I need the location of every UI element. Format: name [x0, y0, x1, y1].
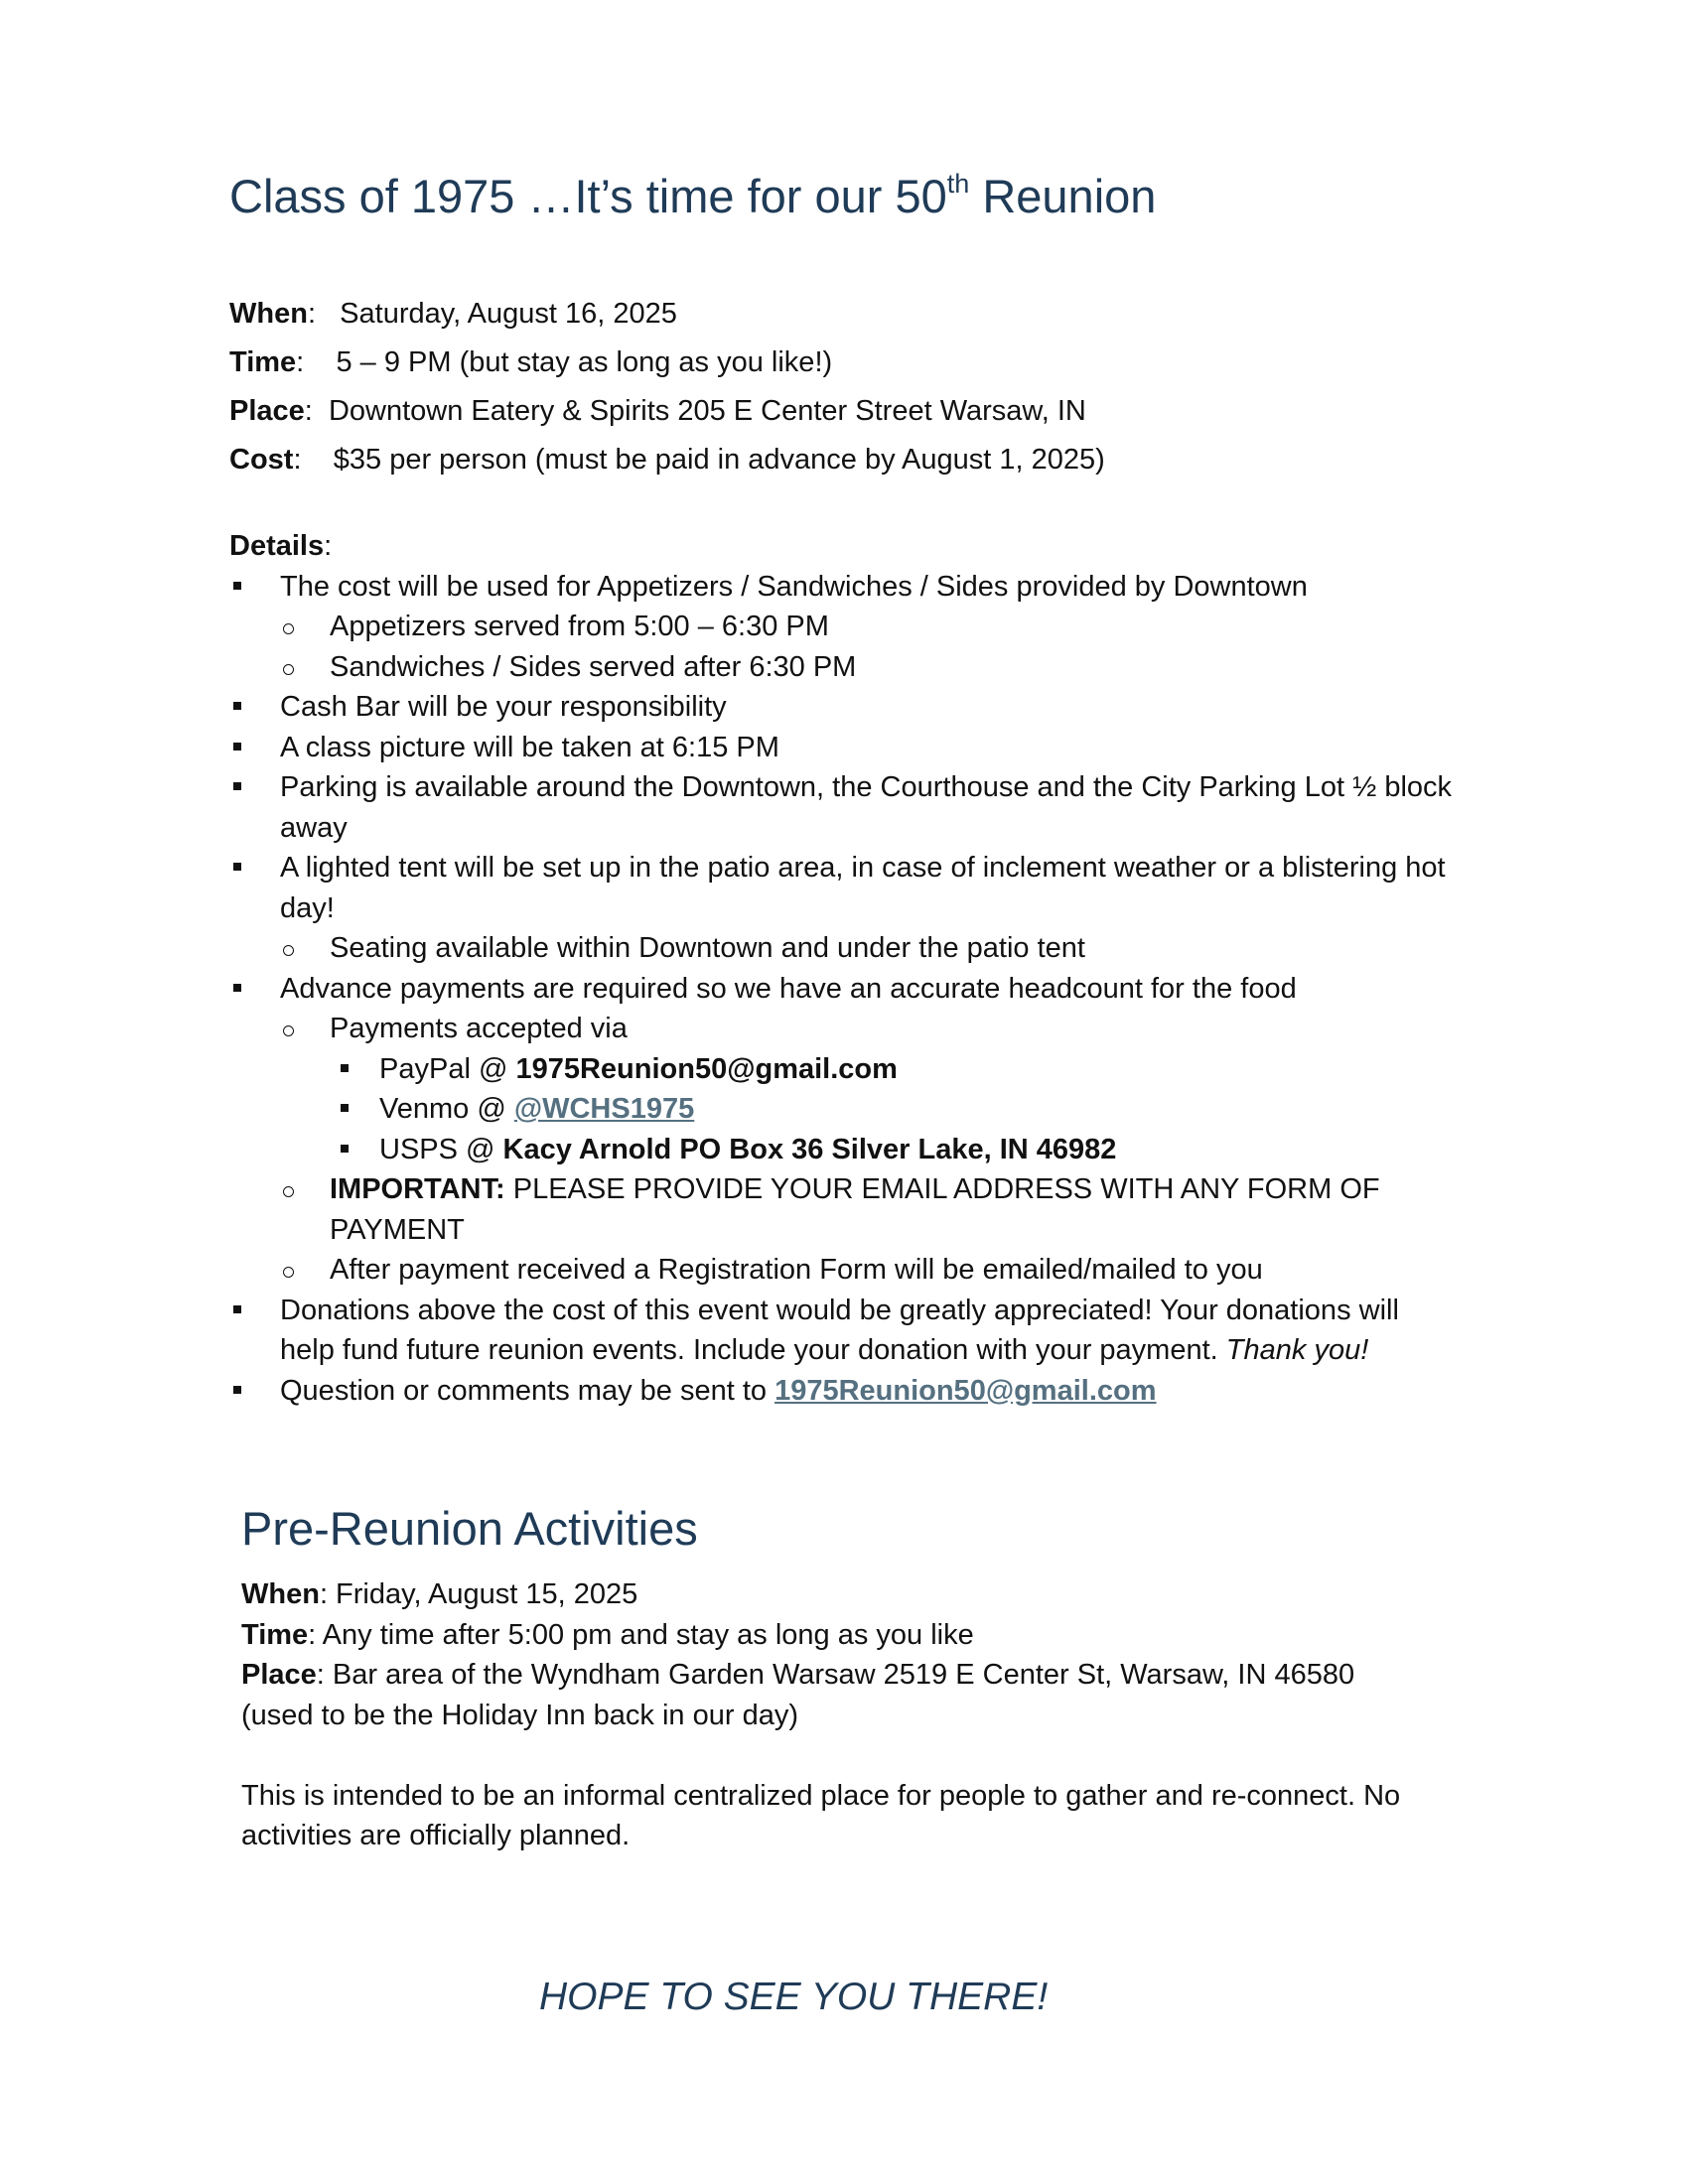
- payment-methods-list: [330, 1049, 1461, 1170]
- list-item-advance-payments: [229, 969, 1461, 1291]
- event-cost-label: Cost: [229, 444, 294, 476]
- list-item-cost-use: [229, 567, 1461, 688]
- list-item-questions: [229, 1371, 1461, 1412]
- event-when-label: When: [229, 298, 308, 330]
- list-item-seating: Seating available within Downtown and under the patio tent: [280, 928, 1461, 969]
- pre-place-value: : Bar area of the Wyndham Garden Warsaw 2519 E Center St, Warsaw, IN 46580 (used to be the Holiday Inn back in our day): [241, 1659, 1355, 1731]
- pre-when-label: When: [241, 1578, 320, 1610]
- list-item-cash-bar: Cash Bar will be your responsibility: [229, 687, 1461, 728]
- list-item-donations: [229, 1291, 1461, 1371]
- list-item-usps: [330, 1130, 1461, 1170]
- tent-sublist: [280, 928, 1461, 969]
- event-time-label: Time: [229, 346, 297, 378]
- payment-sublist: [280, 1009, 1461, 1291]
- event-when-row: When: Saturday, August 16, 2025: [229, 298, 677, 330]
- title-suffix: Reunion: [969, 170, 1157, 222]
- page-title: [229, 169, 1156, 224]
- event-cost-value: $35 per person (must be paid in advance by August 1, 2025): [333, 444, 1105, 476]
- event-time-row: Time: 5 – 9 PM (but stay as long as you like!): [229, 346, 833, 378]
- title-text: Class of 1975 …It’s time for our 50: [229, 170, 947, 222]
- venmo-label: Venmo @: [379, 1093, 514, 1125]
- thank-you-text: Thank you!: [1225, 1334, 1369, 1366]
- event-when-value: Saturday, August 16, 2025: [340, 298, 677, 330]
- list-item-sandwiches: Sandwiches / Sides served after 6:30 PM: [280, 647, 1461, 688]
- usps-label: USPS @: [379, 1133, 503, 1165]
- tent-text: A lighted tent will be set up in the patio area, in case of inclement weather or a blistering hot day!: [280, 852, 1446, 924]
- questions-text: Question or comments may be sent to: [280, 1374, 775, 1407]
- pre-reunion-title: Pre-Reunion Activities: [241, 1502, 698, 1555]
- pre-time-label: Time: [241, 1618, 309, 1651]
- paypal-email: 1975Reunion50@gmail.com: [515, 1052, 898, 1085]
- pre-reunion-when: [241, 1574, 1433, 1615]
- list-item-payments-accepted: [280, 1009, 1461, 1169]
- cost-use-text: The cost will be used for Appetizers / Sandwiches / Sides provided by Downtown: [280, 570, 1308, 603]
- donations-text: Donations above the cost of this event would be greatly appreciated! Your donations will help fund future reunion events. Include your donation with your payment.: [280, 1294, 1399, 1366]
- list-item-after-payment: After payment received a Registration Form will be emailed/mailed to you: [280, 1250, 1461, 1291]
- questions-email-link[interactable]: 1975Reunion50@gmail.com: [774, 1374, 1157, 1407]
- event-info: [229, 290, 1105, 484]
- list-item-important: [280, 1169, 1461, 1250]
- details-heading: Details:: [229, 530, 333, 562]
- event-place-row: Place: Downtown Eatery & Spirits 205 E Center Street Warsaw, IN: [229, 395, 1086, 427]
- pre-reunion-time: [241, 1615, 1433, 1656]
- list-item-venmo: [330, 1089, 1461, 1130]
- details-section: [229, 526, 1461, 1411]
- important-label: IMPORTANT:: [330, 1173, 505, 1205]
- closing-message: HOPE TO SEE YOU THERE!: [539, 1976, 1049, 2018]
- list-item-paypal: [330, 1049, 1461, 1090]
- pre-place-label: Place: [241, 1659, 317, 1691]
- payments-accepted-text: Payments accepted via: [330, 1013, 628, 1044]
- food-sublist: [280, 607, 1461, 687]
- list-item-parking: Parking is available around the Downtown, the Courthouse and the City Parking Lot ½ block away: [229, 767, 1461, 848]
- pre-reunion-note: This is intended to be an informal centralized place for people to gather and re-connect. No activities are officially planned.: [241, 1779, 1401, 1851]
- event-cost-row: Cost: $35 per person (must be paid in advance by August 1, 2025): [229, 444, 1105, 476]
- list-item-tent: [229, 848, 1461, 969]
- title-superscript: th: [946, 169, 970, 199]
- important-text: PLEASE PROVIDE YOUR EMAIL ADDRESS WITH ANY FORM OF PAYMENT: [330, 1173, 1380, 1246]
- advance-payments-text: Advance payments are required so we have an accurate headcount for the food: [280, 972, 1297, 1005]
- list-item-appetizers: Appetizers served from 5:00 – 6:30 PM: [280, 607, 1461, 647]
- paypal-label: PayPal @: [379, 1052, 516, 1085]
- details-list: [229, 567, 1461, 1412]
- pre-when-value: : Friday, August 15, 2025: [319, 1578, 638, 1610]
- event-time-value: 5 – 9 PM (but stay as long as you like!): [336, 346, 833, 378]
- list-item-class-picture: A class picture will be taken at 6:15 PM: [229, 728, 1461, 768]
- pre-reunion-place: [241, 1655, 1433, 1735]
- event-place-label: Place: [229, 395, 305, 427]
- venmo-link[interactable]: @WCHS1975: [513, 1093, 695, 1125]
- event-place-value: Downtown Eatery & Spirits 205 E Center Street Warsaw, IN: [328, 395, 1086, 427]
- pre-time-value: : Any time after 5:00 pm and stay as long as you like: [308, 1618, 974, 1651]
- details-heading-label: Details: [229, 530, 325, 562]
- pre-reunion-info: [241, 1574, 1433, 1856]
- usps-address: Kacy Arnold PO Box 36 Silver Lake, IN 46982: [502, 1133, 1117, 1165]
